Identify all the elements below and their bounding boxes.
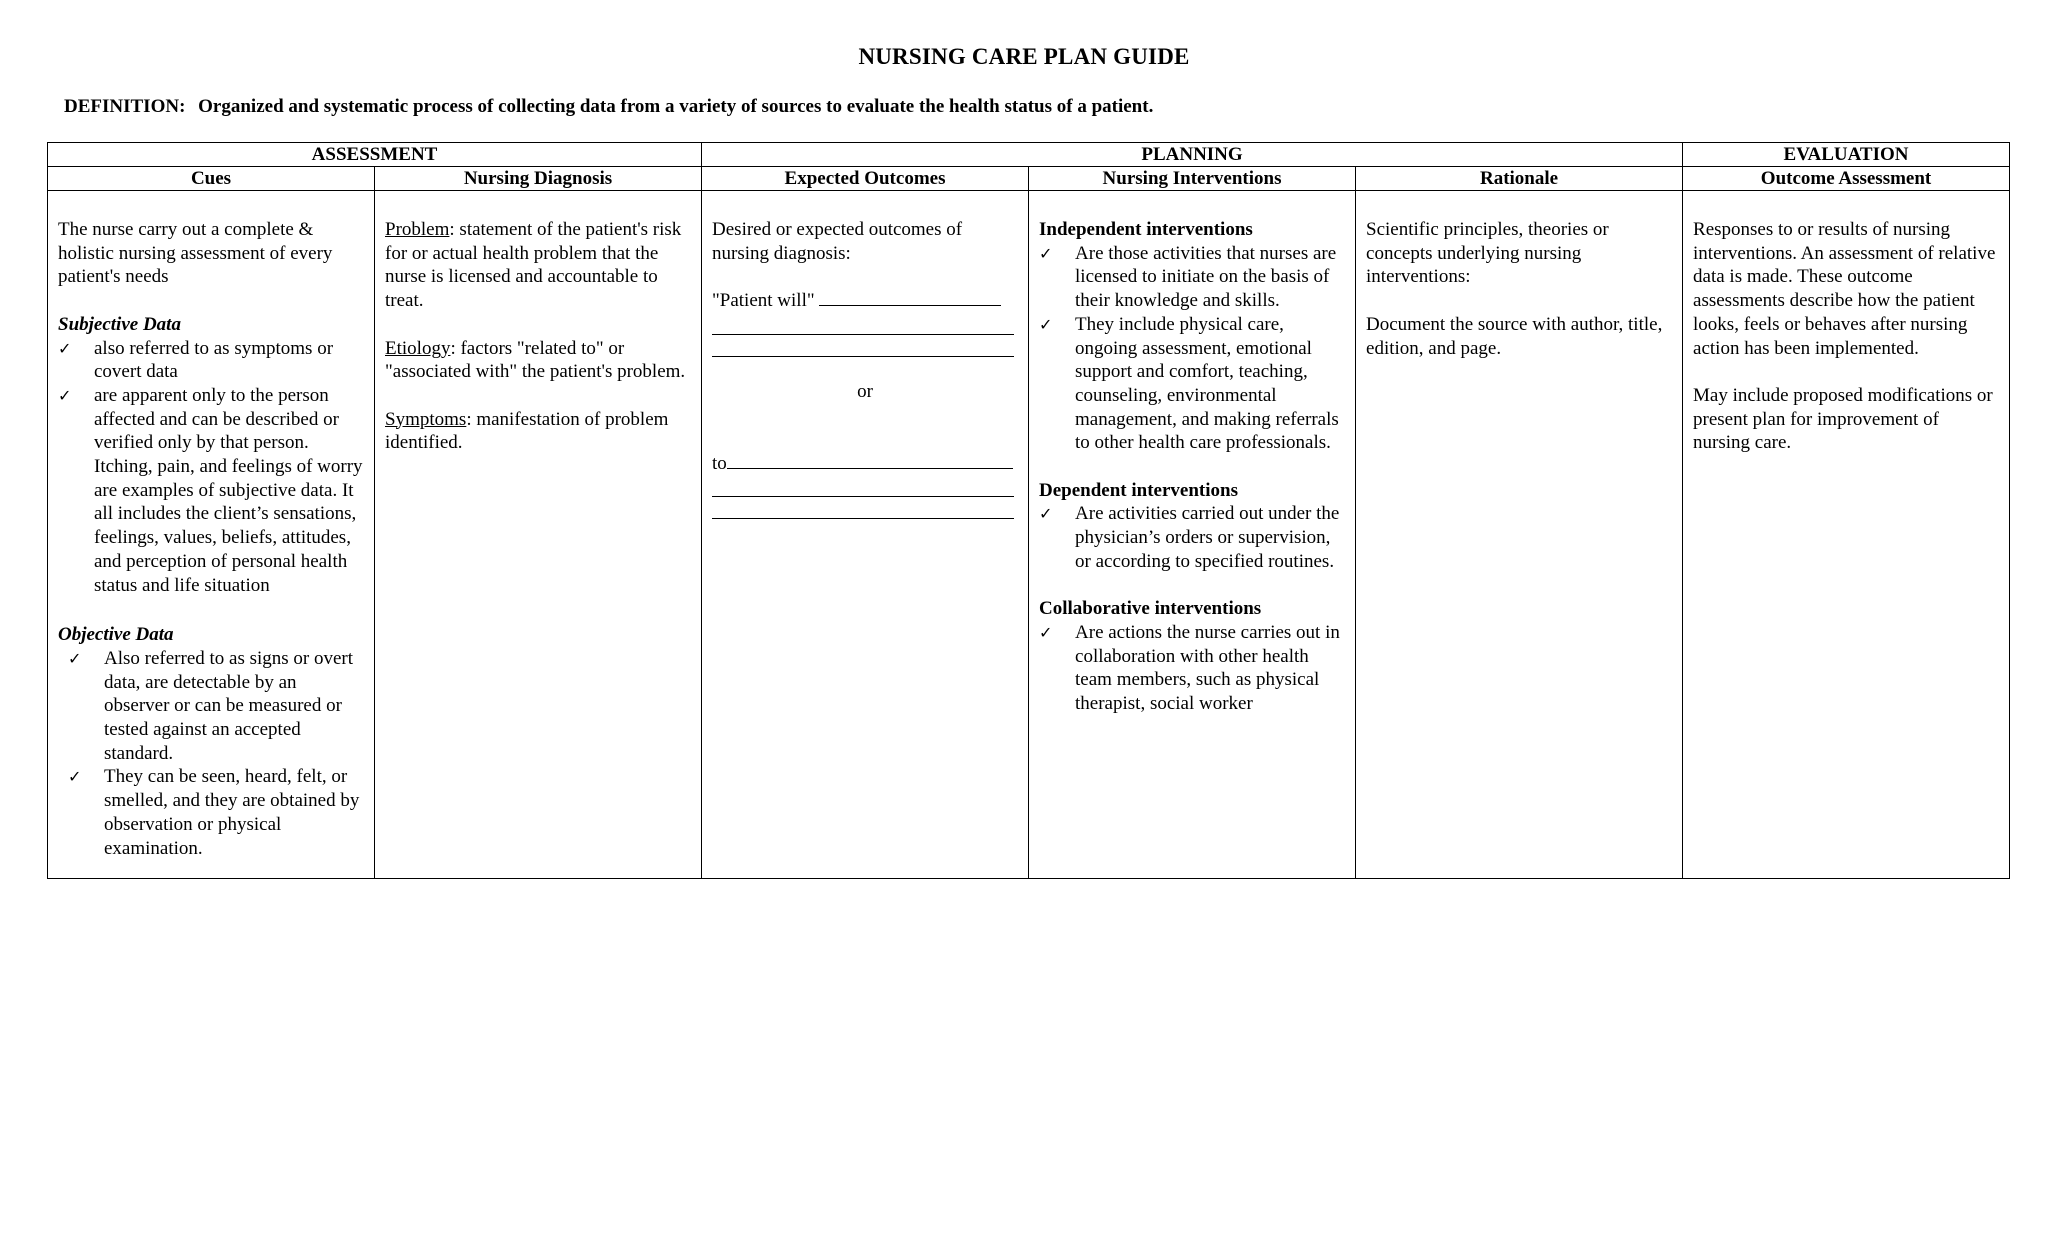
page-title: NURSING CARE PLAN GUIDE xyxy=(858,44,1190,69)
independent-heading: Independent interventions xyxy=(1039,219,1253,240)
collaborative-item: ✓ Are actions the nurse carries out in collaboration with other health team members, such as physical therapist, social worker xyxy=(1039,621,1340,715)
checkmark-icon: ✓ xyxy=(1039,622,1053,642)
objective-heading: Objective Data xyxy=(58,624,174,646)
outcomes-intro: Desired or expected outcomes of nursing diagnosis: xyxy=(712,219,963,264)
col-cues: Cues xyxy=(48,167,375,191)
objective-item: ✓ Also referred to as signs or overt data, are detectable by an observer or can be measured or tested against an accepted standard. xyxy=(58,647,364,766)
outcomes-to-line: to xyxy=(712,452,1018,476)
evaluation-cell xyxy=(1683,191,2010,879)
diagnosis-problem: Problem: statement of the patient's risk for or actual health problem that the nurse is licensed and accountable to treat. xyxy=(385,219,682,312)
group-assessment: ASSESSMENT xyxy=(48,143,702,167)
collaborative-heading: Collaborative interventions xyxy=(1039,598,1262,620)
checkmark-icon: ✓ xyxy=(58,385,72,405)
column-header-row xyxy=(48,167,2010,191)
subjective-heading: Subjective Data xyxy=(58,313,181,335)
evaluation-text: Responses to or results of nursing interventions. An assessment of relative data is made. These outcome assessments describe how the patient looks, feels or behaves after nursing action has been implemented. xyxy=(1693,219,1996,359)
subjective-item: ✓ also referred to as symptoms or covert data xyxy=(58,337,334,383)
col-nursing-diagnosis: Nursing Diagnosis xyxy=(375,167,702,191)
checkmark-icon: ✓ xyxy=(68,648,82,668)
dependent-item: ✓ Are activities carried out under the physician’s orders or supervision, or according to specified routines. xyxy=(1039,503,1340,572)
diagnosis-cell xyxy=(375,191,702,879)
blank-line xyxy=(712,497,1014,519)
objective-item: ✓ They can be seen, heard, felt, or smelled, and they are obtained by observation or physical examination. xyxy=(58,765,364,860)
evaluation-modifications: May include proposed modifications or present plan for improvement of nursing care. xyxy=(1693,384,1993,454)
rationale-source: Document the source with author, title, edition, and page. xyxy=(1366,313,1663,359)
checkmark-icon: ✓ xyxy=(58,338,72,358)
col-nursing-interventions: Nursing Interventions xyxy=(1029,167,1356,191)
blank-line xyxy=(712,335,1014,357)
col-outcome-assessment: Outcome Assessment xyxy=(1683,167,2010,191)
col-rationale: Rationale xyxy=(1356,167,1683,191)
rationale-text: Scientific principles, theories or concepts underlying nursing interventions: xyxy=(1366,219,1609,288)
rationale-cell xyxy=(1356,191,1683,879)
dependent-heading: Dependent interventions xyxy=(1039,479,1238,501)
blank-line xyxy=(712,475,1014,497)
outcomes-cell xyxy=(702,191,1029,879)
group-header-row xyxy=(48,143,2010,167)
independent-item: ✓ They include physical care, ongoing assessment, emotional support and comfort, teaching, counseling, environmental management, and making referrals to other health care professionals. xyxy=(1039,313,1339,454)
care-plan-table xyxy=(47,142,2010,879)
outcomes-or: or xyxy=(857,381,873,403)
cues-cell xyxy=(48,191,375,879)
group-planning: PLANNING xyxy=(702,143,1683,167)
content-row xyxy=(48,191,2010,879)
cues-intro: The nurse carry out a complete & holistic nursing assessment of every patient's needs xyxy=(58,219,333,288)
col-expected-outcomes: Expected Outcomes xyxy=(702,167,1029,191)
blank-line xyxy=(819,289,1001,306)
definition-label: DEFINITION: xyxy=(64,96,186,117)
checkmark-icon: ✓ xyxy=(68,767,82,787)
interventions-cell xyxy=(1029,191,1356,879)
group-evaluation: EVALUATION xyxy=(1683,143,2010,167)
definition-text: Organized and systematic process of collecting data from a variety of sources to evaluate the health status of a patient. xyxy=(198,96,1154,117)
checkmark-icon: ✓ xyxy=(1039,504,1053,524)
checkmark-icon: ✓ xyxy=(1039,243,1053,263)
blank-line xyxy=(712,313,1014,335)
subjective-item: ✓ are apparent only to the person affected and can be described or verified only by that person. Itching, pain, and feelings of worry are examples of subjective data. It all includes the client’s sensations, feelings, values, beliefs, attitudes, and perception of personal health status and life situation xyxy=(58,384,363,596)
independent-item: ✓ Are those activities that nurses are licensed to initiate on the basis of their knowledge and skills. xyxy=(1039,242,1337,312)
diagnosis-symptoms: Symptoms: manifestation of problem identified. xyxy=(385,408,669,454)
checkmark-icon: ✓ xyxy=(1039,314,1053,334)
patient-will-line: "Patient will" xyxy=(712,289,1018,313)
blank-line xyxy=(727,452,1013,469)
diagnosis-etiology: Etiology: factors "related to" or "associated with" the patient's problem. xyxy=(385,337,686,383)
definition xyxy=(64,96,1153,118)
